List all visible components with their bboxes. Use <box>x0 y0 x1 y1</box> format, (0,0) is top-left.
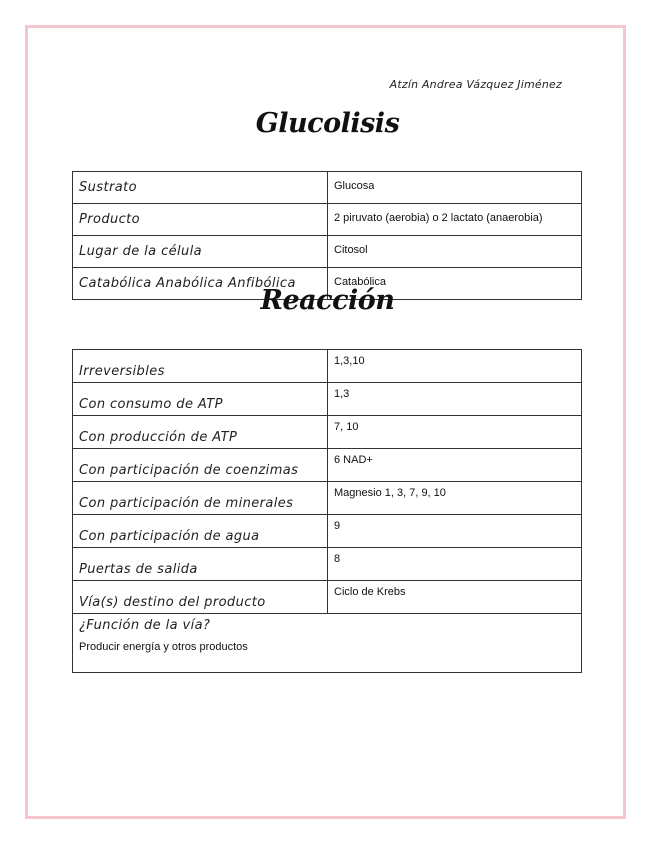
summary-table <box>72 171 582 300</box>
row-value: 6 NAD+ <box>328 449 582 482</box>
table-row <box>73 548 582 581</box>
row-value: Citosol <box>328 236 582 268</box>
row-value: 1,3 <box>328 383 582 416</box>
function-row <box>73 614 582 673</box>
row-value: Catabólica <box>328 268 582 300</box>
page-title: Glucolisis <box>255 108 400 139</box>
row-label: Vía(s) destino del producto <box>73 581 328 614</box>
row-value: 2 piruvato (aerobia) o 2 lactato (anaerobia) <box>328 204 582 236</box>
table-row <box>73 350 582 383</box>
row-label: Lugar de la célula <box>73 236 328 268</box>
row-label: Catabólica Anabólica Anfibólica <box>73 268 328 300</box>
row-label: Con producción de ATP <box>73 416 328 449</box>
row-value: 9 <box>328 515 582 548</box>
row-value: Ciclo de Krebs <box>328 581 582 614</box>
row-label: Producto <box>73 204 328 236</box>
row-label: Con consumo de ATP <box>73 383 328 416</box>
function-cell <box>73 614 582 673</box>
author-name: Atzín Andrea Vázquez Jiménez <box>389 78 562 91</box>
table-row <box>73 416 582 449</box>
row-value: 8 <box>328 548 582 581</box>
row-value: Glucosa <box>328 172 582 204</box>
row-label: Puertas de salida <box>73 548 328 581</box>
table-row <box>73 236 582 268</box>
table-row <box>73 449 582 482</box>
row-label: Sustrato <box>73 172 328 204</box>
row-value: 1,3,10 <box>328 350 582 383</box>
table-row <box>73 172 582 204</box>
table-row <box>73 515 582 548</box>
row-value: 7, 10 <box>328 416 582 449</box>
function-question: ¿Función de la vía? <box>79 618 211 633</box>
reaction-table <box>72 349 582 673</box>
section-title-reaction: Reacción <box>260 285 395 316</box>
row-label: Con participación de minerales <box>73 482 328 515</box>
row-label: Con participación de coenzimas <box>73 449 328 482</box>
table-row <box>73 482 582 515</box>
row-value: Magnesio 1, 3, 7, 9, 10 <box>328 482 582 515</box>
table-row <box>73 383 582 416</box>
table-row <box>73 204 582 236</box>
function-answer: Producir energía y otros productos <box>79 641 248 653</box>
row-label: Irreversibles <box>73 350 328 383</box>
table-row <box>73 581 582 614</box>
row-label: Con participación de agua <box>73 515 328 548</box>
